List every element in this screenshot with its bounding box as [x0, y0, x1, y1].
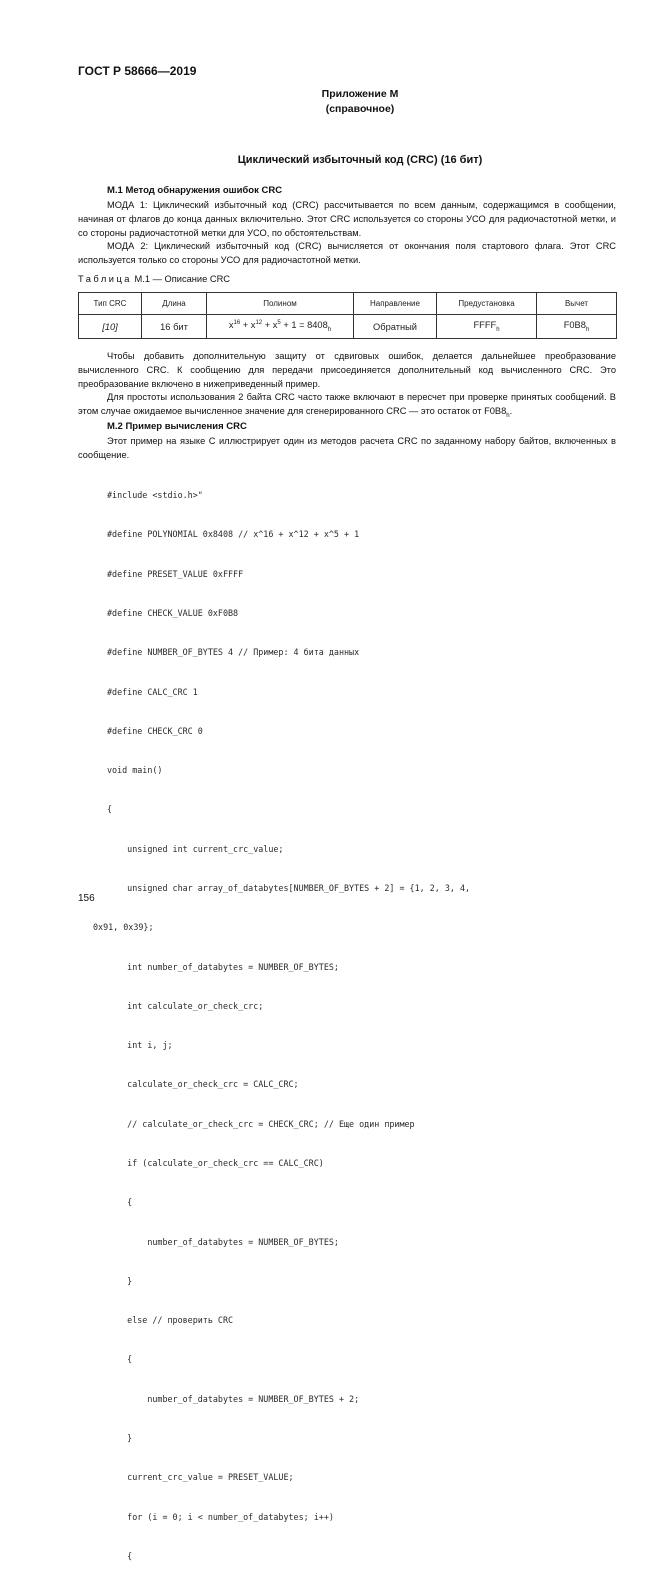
code-line: for (i = 0; i < number_of_databytes; i++) — [107, 1511, 334, 1522]
table-header-cell: Направление — [354, 293, 437, 315]
table-header-cell: Тип CRC — [79, 293, 142, 315]
table-caption-text: М.1 — Описание CRC — [131, 274, 230, 284]
section-m2-paragraph: Этот пример на языке С иллюстрирует один из методов расчета CRC по заданному набору байтов, включенных в сообщение. — [78, 436, 616, 460]
period: . — [509, 405, 513, 416]
code-line: 0x91, 0x39}; — [93, 922, 154, 933]
code-line: unsigned char array_of_databytes[NUMBER_OF_BYTES + 2] = {1, 2, 3, 4, — [107, 883, 471, 893]
table-caption-prefix: Таблица — [78, 274, 132, 284]
table-header-cell: Полином — [207, 293, 354, 315]
table-header-cell: Вычет — [537, 293, 617, 315]
code-line: int number_of_databytes = NUMBER_OF_BYTES; — [107, 961, 339, 972]
residue-value: F0B8 — [563, 320, 586, 331]
code-line: number_of_databytes = NUMBER_OF_BYTES; — [107, 1236, 339, 1247]
code-line: else // проверить CRC — [107, 1315, 234, 1326]
poly-exponent: 12 — [255, 320, 263, 327]
code-line: } — [107, 1275, 133, 1286]
annex-title: Приложение М — [321, 88, 399, 100]
preset-hex-suffix: h — [496, 326, 500, 333]
poly-plus: + x — [240, 320, 256, 331]
after-table-paragraph-1: Чтобы добавить дополнительную защиту от сдвиговых ошибок, делается дальнейшее преобразование вычисленного CRC. К сообщению для передачи присоединяется дополнительный код вычисленного CRC. Это преобразование включено в нижеприведенный пример. — [78, 351, 616, 389]
code-line: number_of_databytes = NUMBER_OF_BYTES + 2; — [107, 1393, 360, 1404]
page-number: 156 — [78, 893, 95, 904]
poly-plus: + x — [262, 320, 278, 331]
table-header-cell: Длина — [142, 293, 207, 315]
crc-direction-cell: Обратный — [354, 315, 437, 339]
code-line: #define PRESET_VALUE 0xFFFF — [107, 568, 244, 579]
table-header-cell: Предустановка — [437, 293, 537, 315]
section-m2-heading: М.2 Пример вычисления CRC — [107, 421, 247, 432]
code-line: void main() — [107, 765, 163, 776]
code-line: #define CHECK_CRC 0 — [107, 725, 203, 736]
code-line: #define POLYNOMIAL 0x8408 // x^16 + x^12 + x^5 + 1 — [107, 529, 360, 540]
crc-type-cell: [10] — [79, 315, 142, 339]
table-header-row — [79, 293, 617, 315]
code-line: #define CALC_CRC 1 — [107, 686, 198, 697]
code-line: { — [107, 804, 113, 815]
crc-description-table — [78, 292, 617, 339]
code-line: { — [107, 1354, 133, 1365]
crc-polynomial-cell — [207, 315, 354, 339]
code-line: int i, j; — [107, 1040, 173, 1051]
annex-subtitle: (справочное) — [325, 103, 395, 115]
code-line: { — [107, 1197, 133, 1208]
code-line: #define CHECK_VALUE 0xF0B8 — [107, 608, 239, 619]
code-line: } — [107, 1432, 133, 1443]
code-listing — [93, 463, 471, 1576]
poly-rest: + 1 = 8408 — [280, 320, 328, 331]
code-line: // calculate_or_check_crc = CHECK_CRC; // Еще один пример — [107, 1118, 415, 1129]
preset-value: FFFF — [473, 320, 497, 331]
code-line: current_crc_value = PRESET_VALUE; — [107, 1472, 294, 1483]
code-line: { — [107, 1550, 133, 1561]
poly-hex-suffix: h — [327, 326, 332, 333]
section-m1-paragraph-2: МОДА 2: Циклический избыточный код (CRC) вычисляется от окончания поля стартового флага. Этот CRC используется только со стороны УСО для радиочастотной метки. — [78, 241, 616, 265]
code-line: #define NUMBER_OF_BYTES 4 // Пример: 4 бита данных — [107, 647, 360, 658]
table-caption — [78, 274, 230, 284]
code-line: calculate_or_check_crc = CALC_CRC; — [107, 1079, 299, 1090]
crc-preset-cell — [437, 315, 537, 339]
code-line: if (calculate_or_check_crc == CALC_CRC) — [107, 1157, 324, 1168]
section-m1-paragraph-1: МОДА 1: Циклический избыточный код (CRC) рассчитывается по всем данным, содержащимся в сообщении, начиная от флагов до конца данных включительно. Этот CRC используется со стороны УСО для радиочастотной метки, и со стороны радиочастотной метки для УСО, по обстоятельствам. — [78, 200, 616, 238]
poly-exponent: 5 — [277, 320, 281, 327]
document-header: ГОСТ Р 58666—2019 — [78, 64, 197, 78]
code-line: unsigned int current_crc_value; — [107, 843, 284, 854]
crc-length-cell: 16 бит — [142, 315, 207, 339]
code-line: int calculate_or_check_crc; — [107, 1000, 264, 1011]
code-line: #include <stdio.h>" — [107, 490, 203, 501]
residue-hex-suffix: h — [585, 326, 590, 333]
poly-exponent: 16 — [233, 320, 241, 327]
page-title: Циклический избыточный код (CRC) (16 бит) — [237, 154, 483, 166]
poly-x: x — [228, 320, 234, 331]
crc-residue-cell — [537, 315, 617, 339]
hex-suffix: h — [506, 412, 510, 419]
table-row — [79, 315, 617, 339]
after-table-paragraph-2 — [78, 391, 616, 423]
section-m1-heading: М.1 Метод обнаружения ошибок CRC — [107, 185, 283, 196]
after-table-paragraph-2-text: Для простоты использования 2 байта CRC часто также включают в пересчет при проверке принятых сообщений. В этом случае ожидаемое вычисленное значение для сгенерированного CRC — это остаток от F0B8 — [78, 392, 616, 416]
